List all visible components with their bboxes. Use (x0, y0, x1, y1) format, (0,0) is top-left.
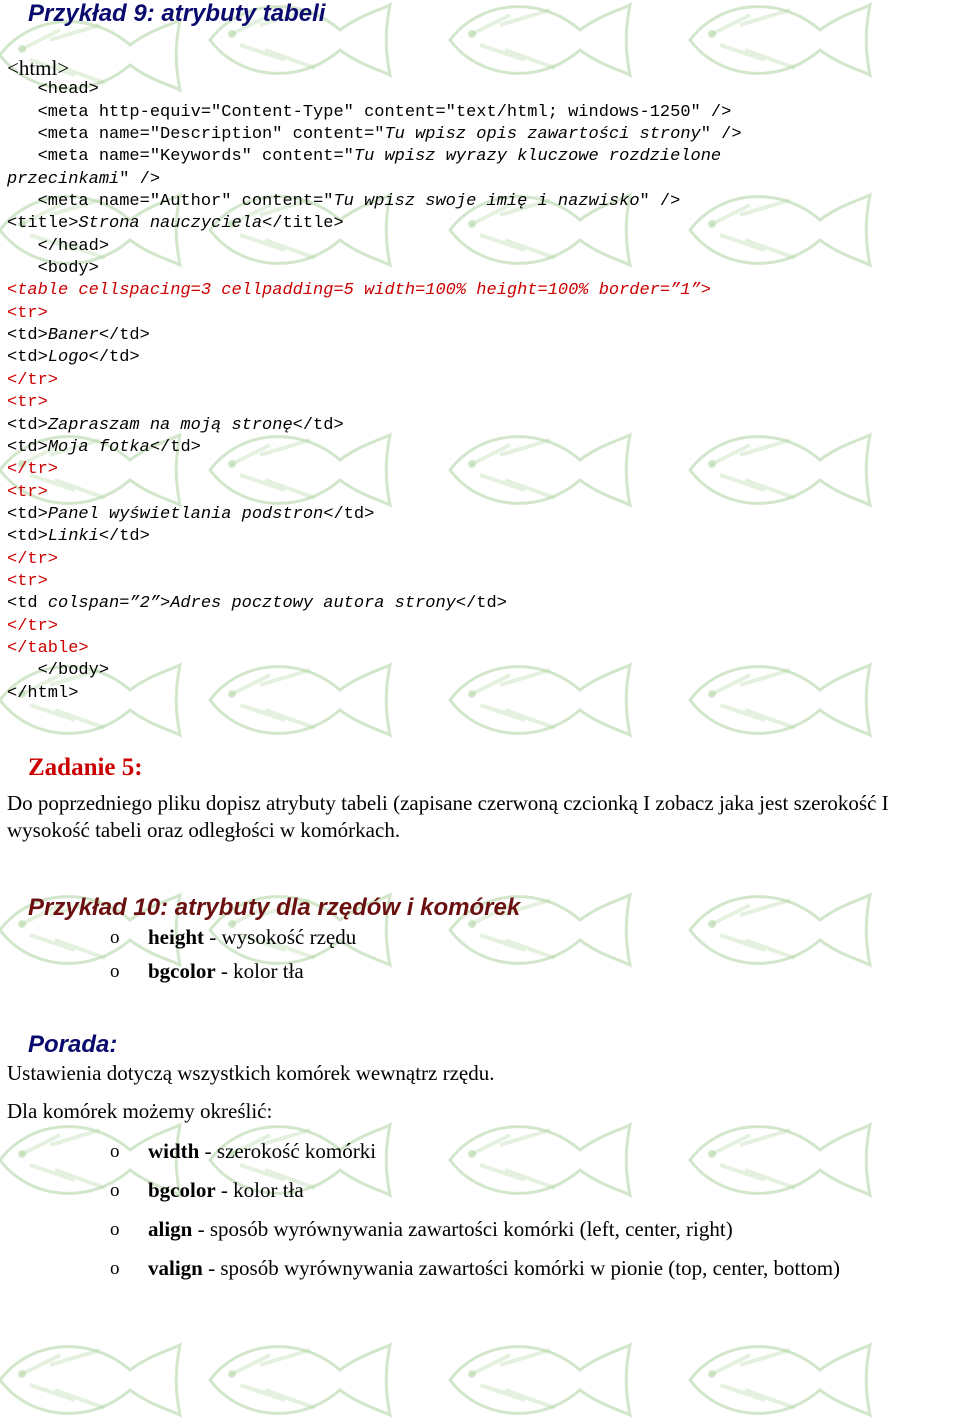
code-token: Moja fotka (47, 437, 150, 457)
task5-text: Do poprzedniego pliku dopisz atrybuty tabeli (zapisane czerwoną czcionką I zobacz jaka jest szerokość I wysokość tabeli oraz odległości w komórkach. (7, 791, 889, 842)
code-token: <body> (37, 259, 99, 279)
attribute-term: bgcolor (148, 1178, 216, 1202)
code-line (7, 415, 742, 437)
code-token: cellspacing=3 cellpadding=5 width=100% height=100% border=”1” (78, 281, 701, 301)
bullet-icon: o (110, 927, 120, 948)
example9-heading: Przykład 9: atrybuty tabeli (28, 0, 326, 27)
attribute-description: - sposób wyrównywania zawartości komórki w pionie (top, center, bottom) (202, 1256, 841, 1280)
code-token: Linki (47, 527, 99, 547)
code-line (7, 571, 742, 593)
code-token: <tr> (7, 393, 48, 413)
attribute-term: height (148, 925, 205, 949)
code-line (7, 504, 742, 526)
code-token: </td> (292, 415, 344, 435)
code-token: <table (7, 281, 79, 301)
bullet-icon: o (110, 1141, 120, 1162)
attribute-term: align (148, 1217, 193, 1241)
code-token: </td> (98, 326, 150, 346)
code-line (7, 526, 742, 548)
code-line (7, 213, 742, 235)
code-token: </html> (7, 683, 79, 703)
attribute-term: bgcolor (148, 959, 216, 983)
attribute-description: - kolor tła (215, 1178, 304, 1202)
code-token: <meta name="Keywords" content=" (37, 147, 354, 167)
code-token: <tr> (7, 303, 48, 323)
code-line (7, 146, 742, 168)
code-token: </body> (37, 661, 110, 681)
list-item (110, 1138, 840, 1165)
code-token: </tr> (7, 370, 59, 390)
code-token: Logo (47, 348, 89, 368)
code-token: <td> (7, 437, 48, 457)
example10-list (110, 924, 356, 992)
bullet-icon: o (110, 961, 120, 982)
code-line (7, 57, 742, 79)
code-token: <title> (7, 214, 79, 234)
code-token: </td> (323, 504, 375, 524)
code-line (7, 236, 742, 258)
code-line (7, 638, 742, 660)
code-token: </td> (149, 437, 201, 457)
list-item (110, 1177, 840, 1204)
code-token: > (160, 594, 171, 614)
code-token: Zapraszam na moją stronę (47, 415, 293, 435)
code-token: " /> (639, 192, 681, 212)
code-token: <td (7, 594, 48, 614)
bullet-icon: o (110, 1258, 120, 1279)
code-token: Tu wpisz wyrazy kluczowe rozdzielone (353, 147, 722, 167)
attribute-description: - sposób wyrównywania zawartości komórki (left, center, right) (192, 1217, 733, 1241)
code-token: <meta http-equiv="Content-Type" content="text/html; windows-1250" /> (37, 102, 732, 122)
code-line (7, 280, 742, 302)
code-token: <meta name="Author" content=" (37, 192, 334, 212)
code-line (7, 124, 742, 146)
code-line (7, 79, 742, 101)
code-token: </td> (98, 527, 150, 547)
code-token: <meta name="Description" content=" (37, 125, 385, 145)
code-token: <td> (7, 504, 48, 524)
code-token: </head> (37, 236, 110, 256)
code-token: <tr> (7, 571, 48, 591)
code-token: " /> (119, 169, 161, 189)
code-line (7, 616, 742, 638)
list-item (110, 958, 356, 985)
code-token: Adres pocztowy autora strony (170, 594, 456, 614)
code-line (7, 191, 742, 213)
code-line (7, 347, 742, 369)
tip-line-2: Dla komórek możemy określić: (7, 1099, 273, 1123)
code-token: </title> (262, 214, 344, 234)
code-token: </tr> (7, 549, 59, 569)
code-token: Baner (47, 326, 99, 346)
code-token: colspan=”2” (47, 594, 161, 614)
code-token: Tu wpisz swoje imię i nazwisko (333, 192, 640, 212)
code-line (7, 593, 742, 615)
code-line (7, 169, 742, 191)
attribute-description: - wysokość rzędu (204, 925, 357, 949)
code-token: <td> (7, 348, 48, 368)
code-token: </td> (455, 594, 507, 614)
list-item (110, 1255, 840, 1282)
list-item (110, 1216, 840, 1243)
attribute-description: - szerokość komórki (199, 1139, 377, 1163)
code-block (7, 57, 742, 705)
code-line (7, 392, 742, 414)
tip-list (110, 1138, 840, 1294)
code-line (7, 660, 742, 682)
code-line (7, 258, 742, 280)
code-line (7, 437, 742, 459)
code-token: <head> (37, 80, 99, 100)
code-token: Panel wyświetlania podstron (47, 504, 324, 524)
attribute-term: valign (148, 1256, 203, 1280)
code-token: <tr> (7, 482, 48, 502)
code-token: przecinkami (7, 169, 120, 189)
code-token: Tu wpisz opis zawartości strony (384, 125, 701, 145)
code-token: </td> (88, 348, 140, 368)
tip-line-1: Ustawienia dotyczą wszystkich komórek wewnątrz rzędu. (7, 1061, 495, 1085)
code-token: <td> (7, 527, 48, 547)
list-item (110, 924, 356, 951)
code-token: Strona nauczyciela (78, 214, 263, 234)
code-token: </tr> (7, 616, 59, 636)
code-line (7, 325, 742, 347)
code-line (7, 459, 742, 481)
code-line (7, 303, 742, 325)
example10-heading: Przykład 10: atrybuty dla rzędów i komórek (28, 894, 521, 921)
code-line (7, 482, 742, 504)
code-line (7, 683, 742, 705)
code-token: <html> (7, 56, 70, 80)
bullet-icon: o (110, 1219, 120, 1240)
code-token: " /> (700, 125, 742, 145)
code-token: </tr> (7, 460, 59, 480)
code-token: > (700, 281, 711, 301)
code-line (7, 549, 742, 571)
code-token: <td> (7, 415, 48, 435)
code-line (7, 370, 742, 392)
attribute-term: width (148, 1139, 200, 1163)
code-token: </table> (7, 638, 89, 658)
code-token: <td> (7, 326, 48, 346)
code-line (7, 102, 742, 124)
attribute-description: - kolor tła (215, 959, 304, 983)
bullet-icon: o (110, 1180, 120, 1201)
task5-heading: Zadanie 5: (28, 754, 143, 781)
tip-heading: Porada: (28, 1031, 118, 1058)
